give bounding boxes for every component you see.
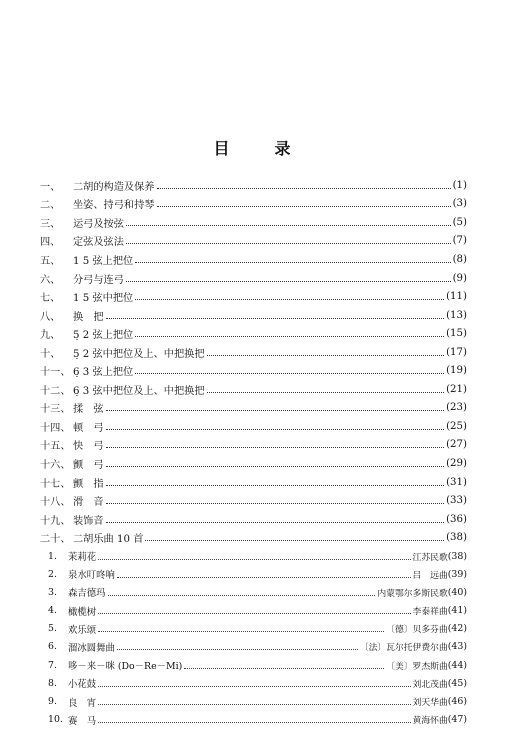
toc-entry[interactable]: 十三、 揉 弦 (23): [40, 402, 467, 416]
toc-entry[interactable]: 一、 二胡的构造及保养 (1): [40, 179, 467, 193]
toc-piece-entry[interactable]: 8. 小花鼓 刘北茂曲 (45): [48, 677, 467, 691]
toc-entry[interactable]: 二十、 二胡乐曲 10 首 (38): [40, 532, 467, 546]
toc-entry[interactable]: 五、 1 5 弦上把位 (8): [40, 253, 467, 267]
page-title: [0, 136, 505, 159]
toc-piece-entry[interactable]: 2. 泉水叮咚响 吕 远曲 (39): [48, 568, 467, 582]
table-of-contents: [40, 176, 467, 729]
toc-entry[interactable]: 九、 5̣ 2 弦上把位 (15): [40, 328, 467, 342]
toc-entry[interactable]: 十六、 颤 弓 (29): [40, 457, 467, 471]
toc-entry[interactable]: 十四、 顿 弓 (25): [40, 420, 467, 434]
toc-entry[interactable]: 六、 分弓与连弓 (9): [40, 272, 467, 286]
toc-piece-entry[interactable]: 9. 良 宵 刘天华曲 (46): [48, 696, 467, 709]
toc-entry[interactable]: 十八、 滑 音 (33): [40, 495, 467, 509]
toc-entry[interactable]: 三、 运弓及按弦 (5): [40, 216, 467, 230]
toc-entry[interactable]: 二、 坐姿、持弓和持琴 (3): [40, 198, 467, 212]
toc-entry[interactable]: 十一、 6̣ 3 弦上把位 (19): [40, 365, 467, 379]
toc-entry[interactable]: 十、 5̣ 2 弦中把位及上、中把换把 (17): [40, 346, 467, 360]
title-char-2: 录: [274, 139, 292, 158]
toc-piece-entry[interactable]: 1. 茉莉花 江苏民歌 (38): [48, 550, 467, 564]
toc-entry[interactable]: 十九、 装饰音 (36): [40, 513, 467, 527]
toc-piece-entry[interactable]: 7. 哆－来－咪 (Do－Re－Mi) 〔美〕罗杰斯曲 (44): [48, 659, 467, 673]
toc-entry[interactable]: 十二、 6̣ 3 弦中把位及上、中把换把 (21): [40, 383, 467, 397]
title-char-1: 目: [213, 139, 231, 158]
toc-entry[interactable]: 四、 定弦及弦法 (7): [40, 235, 467, 249]
toc-entry[interactable]: 十五、 快 弓 (27): [40, 439, 467, 453]
toc-piece-entry[interactable]: 4. 橄榄树 李泰祥曲 (41): [48, 605, 467, 618]
toc-piece-entry[interactable]: 3. 森吉德玛 内蒙鄂尔多斯民歌 (40): [48, 586, 467, 600]
toc-entry[interactable]: 七、 1 5 弦中把位 (11): [40, 291, 467, 305]
toc-piece-entry[interactable]: 6. 溜冰圆舞曲 〔法〕瓦尔托伊费尔曲 (43): [48, 641, 467, 654]
toc-entry[interactable]: 八、 换 把 (13): [40, 309, 467, 323]
toc-piece-entry[interactable]: 5. 欢乐颂 〔德〕贝多芬曲 (42): [48, 623, 467, 636]
toc-piece-entry[interactable]: 10. 赛 马 黄海怀曲 (47): [48, 714, 467, 727]
toc-entry[interactable]: 十七、 颤 指 (31): [40, 476, 467, 490]
